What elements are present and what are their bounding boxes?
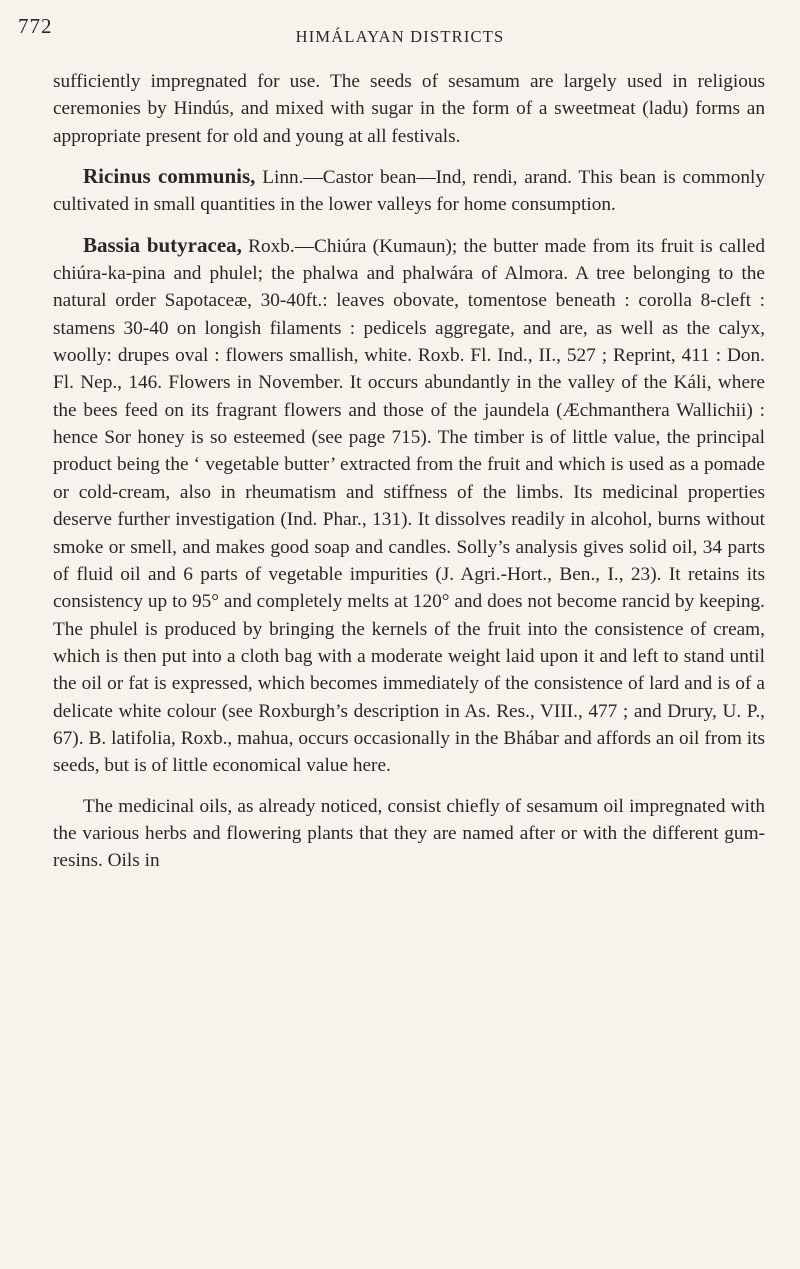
paragraph-text: sufficiently impregnated for use. The seeds of sesamum are largely used in religious ceremonies by Hindús, and mixed with sugar in the form of a sweetmeat (ladu) forms an appropriate present for old and young at all festivals. [53, 71, 765, 147]
paragraph-text: The medicinal oils, as already noticed, consist chiefly of sesamum oil impregnated with the various herbs and flowering plants that they are named after or with the different gum-resins. Oils in [53, 795, 765, 872]
species-heading: Bassia butyracea, [83, 232, 242, 257]
paragraph-medicinal-oils [53, 793, 765, 875]
paragraph-text: Linn.—Castor bean—Ind, rendi, arand. This bean is commonly cultivated in small quantities in the lower valleys for home consumption. [53, 167, 765, 216]
running-head: HIMÁLAYAN DISTRICTS [295, 27, 505, 46]
species-heading: Ricinus communis, [83, 164, 256, 189]
body-text [53, 68, 765, 875]
page-number: 772 [18, 14, 53, 38]
paragraph-bassia [53, 232, 765, 780]
paragraph-ricinus [53, 163, 765, 219]
paragraph-continuation [53, 68, 765, 150]
paragraph-text: Roxb.—Chiúra (Kumaun); the butter made from its fruit is called chiúra-ka-pina and phulel; the phalwa and phalwára of Almora. A tree belonging to the natural order Sapotaceæ, 30-40ft.: leaves obovate, tomentose beneath : corolla 8-cleft : stamens 30-40 on longish filaments : pedicels aggregate, and are, as well as the calyx, woolly: drupes oval : flowers smallish, white. Roxb. Fl. Ind., II., 527 ; Reprint, 411 : Don. Fl. Nep., 146. Flowers in November. It occurs abundantly in the valley of the Káli, where the bees feed on its fragrant flowers and those of the jaundela (Æchmanthera Wallichii) : hence Sor honey is so esteemed (see page 715). The timber is of little value, the principal product being the ‘ vegetable butter’ extracted from the fruit and which is used as a pomade or cold-cream, also in rheumatism and stiffness of the limbs. Its medicinal properties deserve further investigation (Ind. Phar., 131). It dissolves readily in alcohol, burns without smoke or smell, and makes good soap and candles. Solly’s analysis gives solid oil, 34 parts of fluid oil and 6 parts of vegetable impurities (J. Agri.-Hort., Ben., I., 23). It retains its consistency up to 95° and completely melts at 120° and does not become rancid by keeping. The phulel is produced by bringing the kernels of the fruit into the consistence of cream, which is then put into a cloth bag with a moderate weight laid upon it and left to stand until the oil or fat is expressed, which becomes immediately of the consistence of lard and is of a delicate white colour (see Roxburgh’s description in As. Res., VIII., 477 ; and Drury, U. P., 67). B. latifolia, Roxb., mahua, occurs occasionally in the Bhábar and affords an oil from its seeds, but is of little economical value here. [53, 235, 765, 777]
